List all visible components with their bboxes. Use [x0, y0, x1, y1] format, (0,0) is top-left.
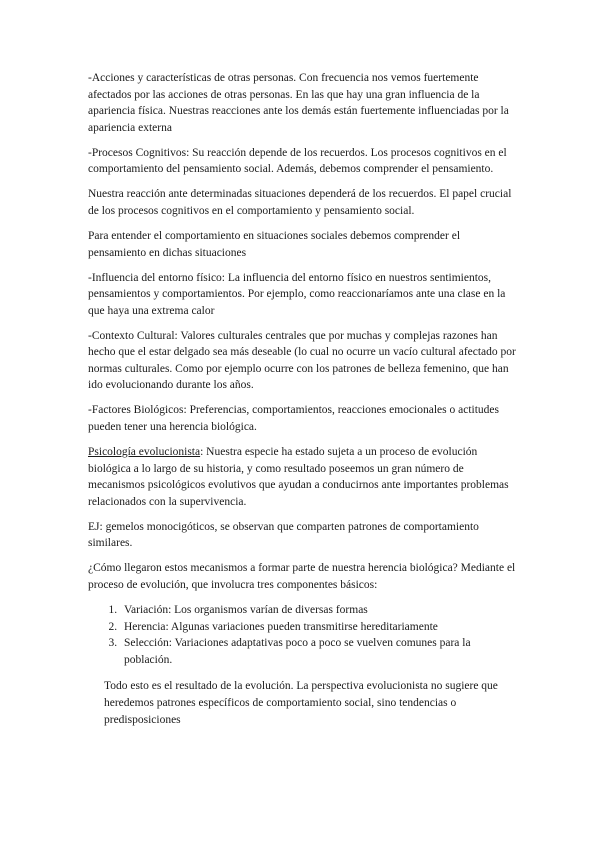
list-item: 1. Variación: Los organismos varían de diversas formas — [120, 602, 518, 619]
paragraph-factores-biologicos: -Factores Biológicos: Preferencias, comportamientos, reacciones emocionales o actitudes pueden tener una herencia biológica. — [88, 404, 499, 434]
paragraph-ejemplo: EJ: gemelos monocigóticos, se observan que comparten patrones de comportamiento similares. — [88, 520, 479, 550]
numbered-list — [88, 602, 518, 668]
paragraph-procesos-cognitivos: -Procesos Cognitivos: Su reacción depende de los recuerdos. Los procesos cognitivos en el comportamiento del pensamiento social. Además, debemos comprender el pensamiento. — [88, 146, 507, 176]
paragraph-psicologia-rest: : Nuestra especie ha estado sujeta a un proceso de evolución biológica a lo largo de su historia, y como resultado poseemos un gran número de mecanismos psicológicos evolutivos que ayudan a conducirnos ante importantes problemas relacionados con la supervivencia. — [88, 446, 509, 508]
paragraph-contexto-cultural: -Contexto Cultural: Valores culturales centrales que por muchas y complejas razones han hecho que el estar delgado sea más deseable (lo cual no ocurre un vacío cultural afectado por normas culturales. Como por ejemplo ocurre con los patrones de belleza femenino, que han ido evolucionando durante los años. — [88, 329, 516, 392]
paragraph-pregunta: ¿Cómo llegaron estos mecanismos a formar parte de nuestra herencia biológica? Mediante el proceso de evolución, que involucra tres componentes básicos: — [88, 562, 516, 591]
paragraph-entorno-fisico: -Influencia del entorno físico: La influencia del entorno físico en nuestros sentimientos, pensamientos y comportamientos. Por ejemplo, como reaccionaríamos ante una clase en la que haya una extrema calor — [88, 271, 506, 317]
list-item: 2. Herencia: Algunas variaciones pueden transmitirse hereditariamente — [120, 619, 518, 636]
paragraph-entender: Para entender el comportamiento en situaciones sociales debemos comprender el pensamiento en dichas situaciones — [88, 229, 461, 259]
paragraph-reaccion: Nuestra reacción ante determinadas situaciones dependerá de los recuerdos. El papel crucial de los procesos cognitivos en el comportamiento y pensamiento social. — [88, 188, 512, 217]
list-item: 3. Selección: Variaciones adaptativas poco a poco se vuelven comunes para la población. — [120, 635, 518, 668]
document-page — [88, 70, 518, 736]
paragraph-conclusion: Todo esto es el resultado de la evolución. La perspectiva evolucionista no sugiere que heredemos patrones específicos de comportamiento social, sino tendencias o predisposiciones — [104, 680, 498, 726]
term-psicologia-evolucionista: Psicología evolucionista — [88, 446, 201, 459]
paragraph-acciones: -Acciones y características de otras personas. Con frecuencia nos vemos fuertemente afectados por las acciones de otras personas. En las que hay una gran influencia de la apariencia física. Nuestras reacciones ante los demás están fuertemente influenciadas por la apariencia externa — [88, 72, 509, 134]
paragraph-psicologia-evolucionista — [88, 444, 518, 510]
